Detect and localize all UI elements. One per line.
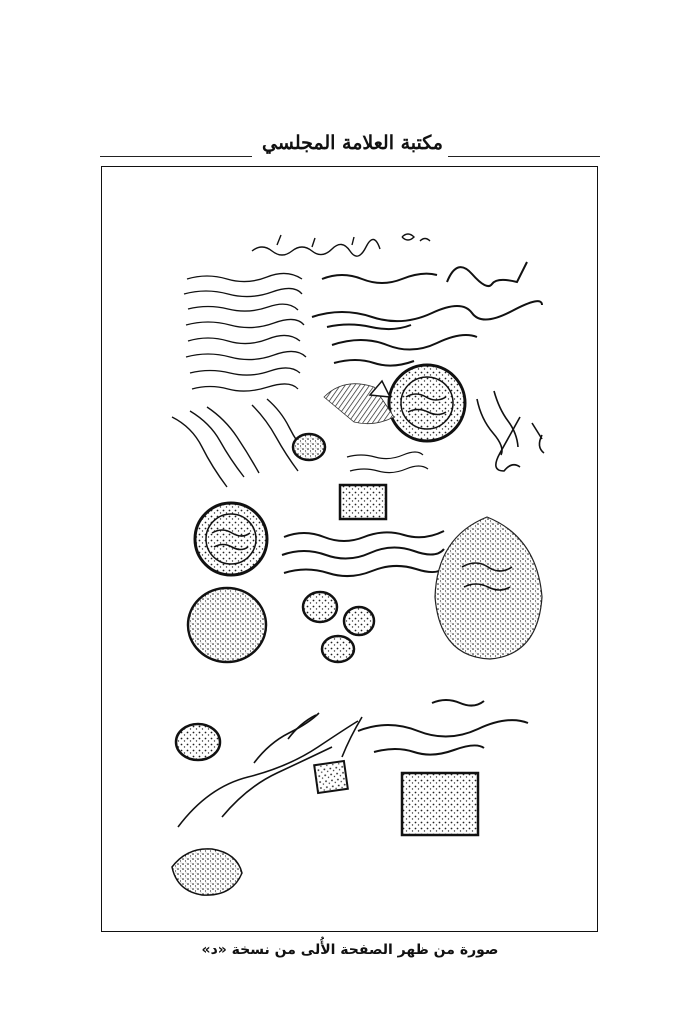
ownership-note-block xyxy=(358,700,528,755)
title-block xyxy=(312,262,542,366)
round-seal-left xyxy=(195,503,267,575)
library-name: مكتبة العلامة المجلسي xyxy=(262,132,443,154)
middle-script-block xyxy=(282,531,444,576)
manuscript-frame xyxy=(101,166,598,932)
square-seal-center xyxy=(340,485,386,519)
header-rule-right xyxy=(448,156,600,157)
center-note xyxy=(347,452,428,473)
top-left-annotation xyxy=(184,273,306,391)
header-rule-left xyxy=(100,156,252,157)
seal-bottom-corner xyxy=(172,849,242,895)
small-oval-seal xyxy=(293,434,325,460)
right-margin-note xyxy=(477,391,544,471)
square-seal-bottom-right xyxy=(402,773,478,835)
manuscript-image xyxy=(102,167,598,932)
faint-seal-right xyxy=(435,517,542,659)
top-note xyxy=(252,234,430,256)
worn-seal-left xyxy=(188,588,266,662)
oval-seal-a xyxy=(303,592,337,622)
oval-seal-c xyxy=(322,636,354,662)
small-square-seal-bottom xyxy=(314,761,348,793)
oval-seal-bottom-left xyxy=(176,724,220,760)
oval-seal-b xyxy=(344,607,374,635)
left-margin-note xyxy=(172,399,309,487)
figure-caption: صورة من ظهر الصفحة الأُلى من نسخة «د» xyxy=(201,942,499,958)
round-seal-right xyxy=(389,365,465,441)
